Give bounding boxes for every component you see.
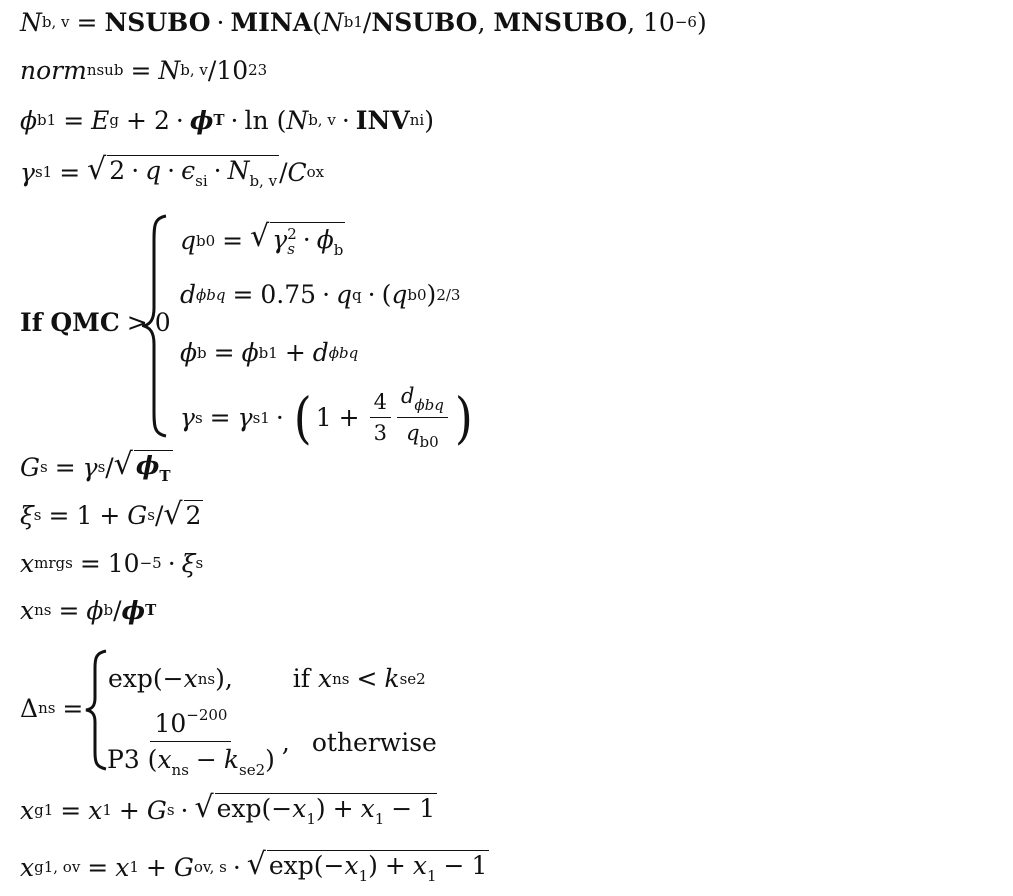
number: 0.75 <box>260 280 317 309</box>
paren-close: ) <box>696 8 707 37</box>
param-mnsubo: MNSUBO <box>493 8 628 37</box>
superscript: 2/3 <box>436 285 461 304</box>
number: 10 <box>643 8 675 37</box>
subscript: b0 <box>419 433 439 451</box>
qmc-case-gammas: γ s = γ s1 · ( 1 + $\frac{4}{3}$ $\frac{d_{\phi bq}}{q_{b0}}$ ) <box>180 384 473 451</box>
if-label: if <box>292 664 311 693</box>
subscript: ni <box>409 111 425 129</box>
slash: / <box>207 56 217 85</box>
paren-open: ( <box>312 8 322 37</box>
subscript: se2 <box>399 669 426 688</box>
equation-xis: ξ s = 1 + G s / √ 2 <box>20 497 202 532</box>
subscript: T <box>145 601 157 619</box>
subscript: s1 <box>252 408 270 427</box>
var-gamma: γ <box>20 157 35 187</box>
superscript: 2 <box>287 224 297 243</box>
equation-phib1 <box>20 108 434 133</box>
equation-gs: G s = γ s / √ $\phi_T$ <box>20 447 171 485</box>
subscript: b, v <box>180 61 208 79</box>
number: 1 <box>315 403 332 432</box>
if-label: If <box>20 308 43 337</box>
subscript: q <box>352 285 362 304</box>
qmc-case-dphibq: d ϕbq = 0.75 · q q · ( q b0 ) 2/3 <box>180 280 461 309</box>
number: 1 <box>76 500 93 530</box>
subscript: ns <box>34 601 52 619</box>
equation-xg1ov: x g1, ov = x 1 + G ov, s · √ $\exp(-x_1) + x_1 - 1$ <box>20 847 488 885</box>
plus-sign: + <box>126 106 147 135</box>
param-nsubo: NSUBO <box>371 8 478 37</box>
subscript: 1 <box>102 800 112 819</box>
subscript: b1 <box>258 343 278 362</box>
number: 2 <box>153 106 170 135</box>
fraction-d-qb0: $\frac{d_{\phi bq}}{q_{b0}}$ <box>397 384 448 451</box>
var-c: C <box>287 157 307 187</box>
var-phi-t: ϕ <box>189 106 214 135</box>
var-e: E <box>91 106 110 135</box>
var-n: N <box>20 8 42 37</box>
subscript: g <box>109 111 120 129</box>
subscript: b1 <box>37 111 57 129</box>
func-ln: ln <box>244 106 269 135</box>
subscript: nsub <box>86 61 124 79</box>
equals-sign: = <box>76 8 98 37</box>
dot-operator: · <box>230 106 239 135</box>
dot-operator: · <box>216 8 225 37</box>
otherwise-label: otherwise <box>311 728 437 757</box>
equation-xg1: x g1 = x 1 + G s · √ $\exp(-x_1) + x_1 - 1$ <box>20 790 436 828</box>
number: 10 <box>216 56 249 85</box>
number: 2 <box>109 156 126 185</box>
number: 0 <box>154 308 171 337</box>
delta-case-1: exp(− x ns ), if x ns < k se2 <box>108 664 426 693</box>
equation-xns: x ns = ϕ b / ϕ T <box>20 596 157 625</box>
subscript: ov, s <box>193 857 227 876</box>
subscript: s <box>147 505 155 524</box>
superscript: −5 <box>139 554 162 572</box>
comma: , <box>477 8 494 37</box>
number: 10 <box>107 549 140 578</box>
dot-operator: · <box>341 106 350 135</box>
paren-close: ) <box>454 385 473 450</box>
paren-open: ( <box>293 385 312 450</box>
subscript: s <box>97 457 106 476</box>
param-nsubo: NSUBO <box>104 8 211 37</box>
subscript: mrgs <box>34 554 73 572</box>
subscript: b0 <box>196 231 216 250</box>
subscript: b, v <box>308 111 336 129</box>
paren-close: ) <box>424 106 434 135</box>
dot-operator: · <box>175 106 184 135</box>
subscript: s1 <box>34 162 53 181</box>
func-exp: exp(− <box>108 664 184 693</box>
subscript: T <box>213 111 225 129</box>
var-n: N <box>158 56 181 85</box>
equation-norm <box>20 58 267 83</box>
subscript: s <box>39 457 48 476</box>
subscript: b, v <box>249 172 278 190</box>
equals-sign: = <box>130 56 152 85</box>
var-norm: norm <box>20 56 87 85</box>
subscript: b1 <box>343 13 363 31</box>
subscript: ns <box>38 699 56 717</box>
superscript: −6 <box>674 13 697 31</box>
paren-open: ( <box>276 106 287 135</box>
qmc-case-phib: ϕ b = ϕ b1 + d ϕbq <box>180 338 359 367</box>
subscript: ϕbq <box>414 396 444 414</box>
superscript: 23 <box>248 61 268 79</box>
comma: , <box>627 8 644 37</box>
param-inv: INV <box>355 106 410 135</box>
fraction-delta: $\frac{10^{-200}}{P3 (x_{ns} - k_{se2})}$ <box>107 706 275 779</box>
equation-gammas1 <box>20 152 325 190</box>
subscript: b <box>333 241 344 259</box>
subscript: T <box>159 467 171 485</box>
subscript: g1 <box>34 800 54 819</box>
equals-sign: = <box>63 106 85 135</box>
delta-case-2: $\frac{10^{-200}}{P3 (x_{ns} - k_{se2})}$ , otherwise <box>100 706 437 779</box>
subscript: ϕbq <box>196 285 226 304</box>
fraction-4-3: $\frac{4}{3}$ <box>370 390 391 445</box>
subscript: b, v <box>41 13 70 31</box>
left-brace <box>142 212 172 440</box>
qmc-case-qb0: q b0 = √ γ 2 s · $\phi_b$ <box>180 219 344 259</box>
greater-than: > <box>126 308 148 337</box>
subscript: s <box>195 554 204 572</box>
equation-nbv <box>20 10 707 35</box>
param-qmc: QMC <box>50 308 120 337</box>
var-phi: ϕ <box>20 106 38 135</box>
subscript: s <box>33 505 42 524</box>
subscript: g1, ov <box>34 857 81 876</box>
subscript: ns <box>197 669 216 688</box>
sqrt: √ $\phi_T$ <box>113 447 171 485</box>
equation-xmrgs: x mrgs = 10 −5 · ξ s <box>20 549 204 578</box>
subscript: b <box>197 343 207 362</box>
slash: / <box>362 8 372 37</box>
var-n: N <box>321 8 344 37</box>
var-n: N <box>286 106 309 135</box>
subscript: s <box>287 239 295 258</box>
func-mina: MINA <box>230 8 313 37</box>
equals-sign: = <box>59 157 81 187</box>
sqrt: √ $\exp(-x_1) + x_1 - 1$ <box>246 847 488 885</box>
sqrt: √ $\exp(-x_1) + x_1 - 1$ <box>194 790 436 828</box>
subscript: s <box>194 408 203 427</box>
subscript: s <box>166 800 175 819</box>
subscript: ns <box>332 669 350 688</box>
sqrt: √ 2 <box>163 497 202 532</box>
slash: / <box>279 157 288 187</box>
subscript: ox <box>306 162 325 181</box>
subscript: ϕbq <box>328 343 359 362</box>
subscript: 1 <box>129 857 139 876</box>
sqrt: √ $2 \cdot q \cdot \epsilon_{si} \cdot N_{b, v}$ <box>87 152 278 190</box>
sqrt: √ γ 2 s · $\phi_b$ <box>250 219 344 259</box>
subscript: b <box>103 601 114 619</box>
subscript: si <box>195 172 208 190</box>
subscript: b0 <box>407 285 427 304</box>
delta-lhs: Δ ns = <box>20 694 84 723</box>
